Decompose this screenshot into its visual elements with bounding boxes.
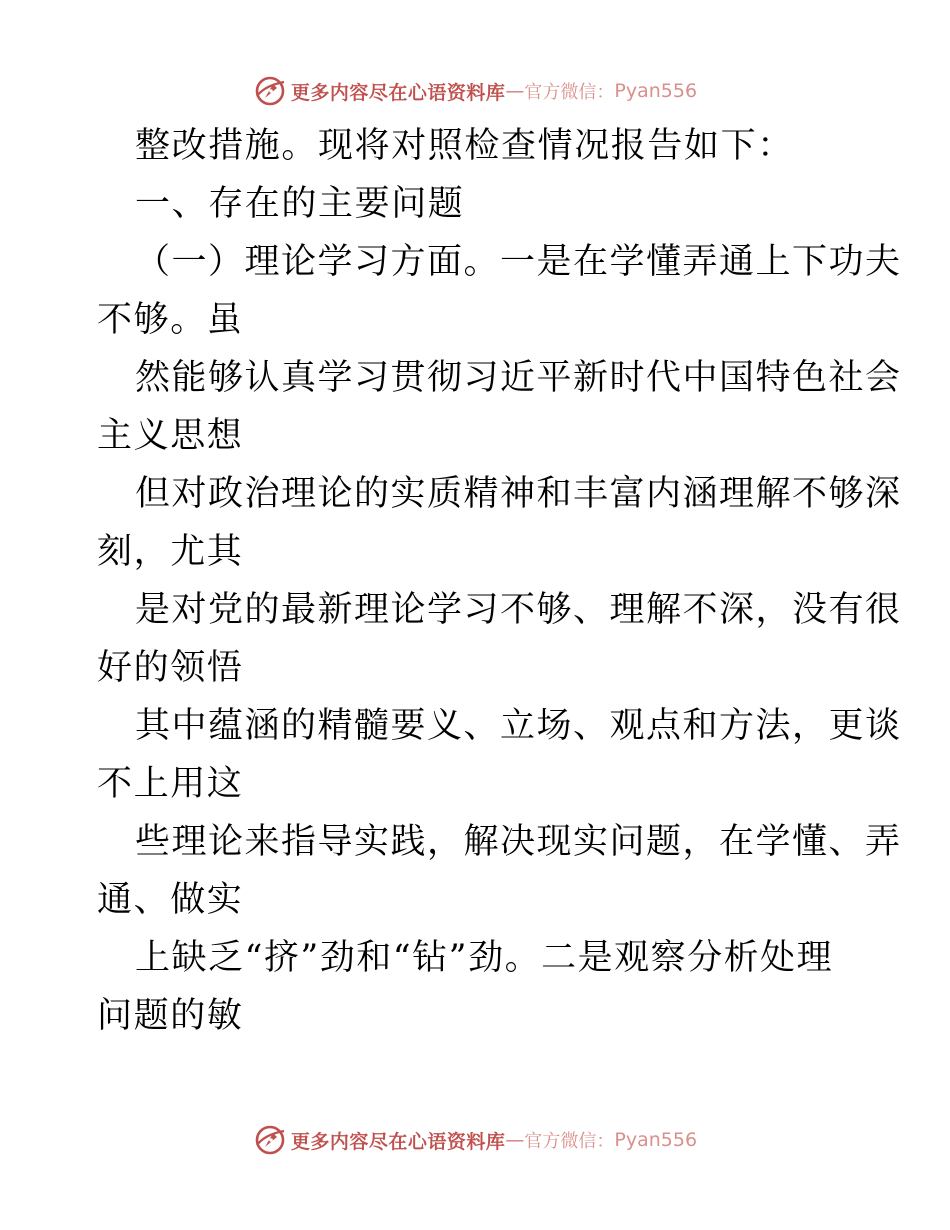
watermark-wechat-id: Pyan556 bbox=[614, 1129, 698, 1151]
footer-watermark bbox=[0, 1120, 950, 1160]
paragraph-line: 问题的敏 bbox=[97, 996, 244, 1036]
paragraph-line: 其中蕴涵的精髓要义、立场、观点和方法，更谈 bbox=[135, 706, 902, 746]
paragraph-line: 通、做实 bbox=[97, 880, 244, 920]
paragraph-line: 但对政治理论的实质精神和丰富内涵理解不够深 bbox=[135, 474, 902, 514]
section-heading: 一、存在的主要问题 bbox=[135, 184, 465, 224]
document-body bbox=[97, 117, 902, 1045]
pen-nib-circle-icon bbox=[253, 1123, 287, 1157]
watermark-official-label: 官方微信： bbox=[524, 1131, 615, 1152]
watermark-wechat-id: Pyan556 bbox=[614, 80, 698, 102]
watermark-official-label: 官方微信： bbox=[524, 82, 615, 103]
pen-nib-circle-icon bbox=[253, 74, 287, 108]
watermark-text: 更多内容尽在心语资料库 bbox=[290, 1130, 506, 1153]
paragraph-line: 整改措施。现将对照检查情况报告如下： bbox=[135, 126, 794, 166]
paragraph-line: 然能够认真学习贯彻习近平新时代中国特色社会 bbox=[135, 358, 902, 398]
paragraph-line: 些理论来指导实践，解决现实问题，在学懂、弄 bbox=[135, 822, 902, 862]
paragraph-line: 是对党的最新理论学习不够、理解不深，没有很 bbox=[135, 590, 902, 630]
paragraph-line: 刻，尤其 bbox=[97, 532, 244, 572]
header-watermark bbox=[0, 71, 950, 111]
watermark-text: 更多内容尽在心语资料库 bbox=[290, 81, 506, 104]
paragraph-line: 不够。虽 bbox=[97, 300, 244, 340]
paragraph-line: 不上用这 bbox=[97, 764, 244, 804]
paragraph-line: 主义思想 bbox=[97, 416, 244, 456]
paragraph-line: 好的领悟 bbox=[97, 648, 244, 688]
paragraph-line: 上缺乏“挤”劲和“钻”劲。二是观察分析处理 bbox=[135, 938, 834, 978]
watermark-separator: — bbox=[505, 1129, 525, 1151]
watermark-separator: — bbox=[505, 80, 525, 102]
paragraph-line: （一）理论学习方面。一是在学懂弄通上下功夫 bbox=[135, 242, 902, 282]
